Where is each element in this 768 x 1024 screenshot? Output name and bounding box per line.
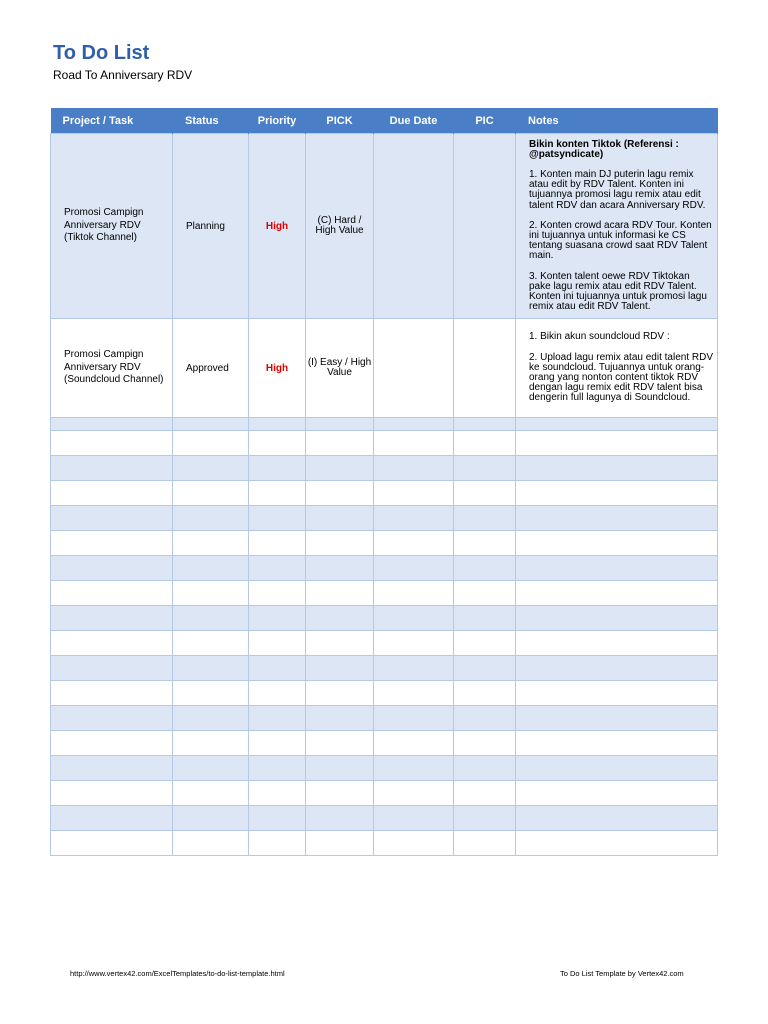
empty-cell <box>374 781 454 806</box>
notes-paragraph: 2. Konten crowd acara RDV Tour. Konten ini tujuannya untuk informasi ke CS tentang suasana crowd saat RDV Talent main. <box>529 219 712 262</box>
empty-cell <box>516 731 718 756</box>
empty-cell <box>516 806 718 831</box>
empty-cell <box>249 556 306 581</box>
table-row <box>51 134 718 319</box>
column-header-priority: Priority <box>249 108 306 134</box>
empty-cell <box>173 656 249 681</box>
notes-heading: Bikin konten Tiktok (Referensi : @patsyndicate) <box>529 138 679 160</box>
empty-table-row <box>51 681 718 706</box>
empty-cell <box>306 531 374 556</box>
empty-cell <box>249 481 306 506</box>
empty-cell <box>249 756 306 781</box>
empty-cell <box>173 631 249 656</box>
empty-cell <box>306 806 374 831</box>
empty-table-row <box>51 456 718 481</box>
empty-cell <box>454 481 516 506</box>
empty-cell <box>51 831 173 856</box>
empty-table-row <box>51 531 718 556</box>
task-cell: Promosi Campign Anniversary RDV (Tiktok Channel) <box>51 134 173 319</box>
empty-cell <box>454 456 516 481</box>
empty-cell <box>374 431 454 456</box>
table-header-row <box>51 108 718 134</box>
empty-cell <box>306 431 374 456</box>
empty-cell <box>516 781 718 806</box>
empty-cell <box>454 531 516 556</box>
empty-table-row <box>51 431 718 456</box>
empty-cell <box>306 731 374 756</box>
empty-cell <box>374 656 454 681</box>
empty-cell <box>374 418 454 431</box>
empty-cell <box>173 531 249 556</box>
empty-cell <box>454 731 516 756</box>
empty-cell <box>516 756 718 781</box>
empty-cell <box>306 756 374 781</box>
empty-cell <box>249 781 306 806</box>
pick-cell: (I) Easy / High Value <box>306 319 374 418</box>
empty-cell <box>249 418 306 431</box>
empty-cell <box>454 656 516 681</box>
empty-cell <box>51 431 173 456</box>
todo-table <box>50 108 718 856</box>
empty-cell <box>51 706 173 731</box>
empty-table-row <box>51 831 718 856</box>
empty-cell <box>516 606 718 631</box>
task-cell: Promosi Campign Anniversary RDV (Soundcloud Channel) <box>51 319 173 418</box>
empty-cell <box>306 631 374 656</box>
empty-cell <box>173 481 249 506</box>
empty-cell <box>374 631 454 656</box>
due-date-cell <box>374 134 454 319</box>
empty-cell <box>454 431 516 456</box>
empty-table-row <box>51 481 718 506</box>
empty-cell <box>516 531 718 556</box>
empty-table-row <box>51 418 718 431</box>
empty-cell <box>51 418 173 431</box>
empty-cell <box>374 506 454 531</box>
empty-cell <box>454 631 516 656</box>
empty-cell <box>374 706 454 731</box>
empty-cell <box>306 706 374 731</box>
empty-cell <box>516 431 718 456</box>
empty-cell <box>306 606 374 631</box>
empty-cell <box>306 681 374 706</box>
empty-cell <box>249 831 306 856</box>
empty-cell <box>173 606 249 631</box>
notes-paragraph: 3. Konten talent oewe RDV Tiktokan pake lagu remix atau edit RDV Talent. Konten ini tujuannya untuk promosi lagu remix atau edit RDV Talent. <box>529 270 707 313</box>
empty-cell <box>51 506 173 531</box>
notes-cell <box>516 319 718 418</box>
empty-cell <box>306 831 374 856</box>
empty-cell <box>374 531 454 556</box>
empty-cell <box>173 806 249 831</box>
column-header-pic: PIC <box>454 108 516 134</box>
empty-cell <box>173 731 249 756</box>
empty-cell <box>173 456 249 481</box>
footer-credit: To Do List Template by Vertex42.com <box>560 969 684 978</box>
empty-cell <box>173 556 249 581</box>
empty-cell <box>374 456 454 481</box>
due-date-cell <box>374 319 454 418</box>
empty-table-row <box>51 756 718 781</box>
empty-cell <box>374 831 454 856</box>
empty-cell <box>374 606 454 631</box>
empty-cell <box>249 431 306 456</box>
empty-cell <box>374 731 454 756</box>
empty-cell <box>249 581 306 606</box>
empty-cell <box>51 656 173 681</box>
empty-cell <box>173 418 249 431</box>
empty-cell <box>173 706 249 731</box>
empty-cell <box>249 656 306 681</box>
empty-cell <box>51 481 173 506</box>
empty-table-row <box>51 656 718 681</box>
empty-cell <box>454 806 516 831</box>
page-subtitle: Road To Anniversary RDV <box>53 68 193 82</box>
table-row <box>51 319 718 418</box>
column-header-due-date: Due Date <box>374 108 454 134</box>
empty-cell <box>454 831 516 856</box>
empty-table-row <box>51 806 718 831</box>
priority-cell: High <box>249 319 306 418</box>
empty-cell <box>306 456 374 481</box>
empty-cell <box>454 756 516 781</box>
empty-cell <box>51 581 173 606</box>
empty-cell <box>249 706 306 731</box>
empty-cell <box>306 506 374 531</box>
pic-cell <box>454 319 516 418</box>
empty-cell <box>306 656 374 681</box>
empty-cell <box>516 418 718 431</box>
empty-cell <box>306 581 374 606</box>
empty-cell <box>51 756 173 781</box>
empty-cell <box>249 631 306 656</box>
empty-cell <box>516 506 718 531</box>
empty-cell <box>454 506 516 531</box>
empty-cell <box>516 656 718 681</box>
empty-cell <box>249 681 306 706</box>
empty-cell <box>454 606 516 631</box>
empty-cell <box>306 556 374 581</box>
empty-cell <box>306 418 374 431</box>
empty-cell <box>173 781 249 806</box>
page-title: To Do List <box>53 42 150 64</box>
empty-cell <box>374 681 454 706</box>
pic-cell <box>454 134 516 319</box>
column-header-task: Project / Task <box>51 108 173 134</box>
empty-cell <box>249 506 306 531</box>
empty-cell <box>51 631 173 656</box>
empty-cell <box>173 431 249 456</box>
empty-cell <box>51 731 173 756</box>
column-header-notes: Notes <box>516 108 718 134</box>
empty-cell <box>249 531 306 556</box>
empty-table-row <box>51 731 718 756</box>
empty-table-row <box>51 631 718 656</box>
empty-cell <box>51 531 173 556</box>
empty-cell <box>454 556 516 581</box>
empty-cell <box>454 781 516 806</box>
empty-cell <box>374 806 454 831</box>
empty-table-row <box>51 606 718 631</box>
empty-cell <box>306 481 374 506</box>
empty-cell <box>454 581 516 606</box>
empty-cell <box>516 581 718 606</box>
empty-cell <box>51 806 173 831</box>
empty-cell <box>173 831 249 856</box>
empty-cell <box>173 506 249 531</box>
empty-table-row <box>51 706 718 731</box>
empty-cell <box>516 706 718 731</box>
empty-cell <box>374 581 454 606</box>
empty-cell <box>306 781 374 806</box>
empty-cell <box>51 781 173 806</box>
empty-cell <box>516 681 718 706</box>
notes-paragraph: 1. Bikin akun soundcloud RDV : <box>529 331 670 343</box>
empty-cell <box>374 556 454 581</box>
priority-cell: High <box>249 134 306 319</box>
empty-table-row <box>51 781 718 806</box>
column-header-status: Status <box>173 108 249 134</box>
pick-cell: (C) Hard / High Value <box>306 134 374 319</box>
empty-cell <box>454 681 516 706</box>
notes-paragraph: 2. Upload lagu remix atau edit talent RDV ke soundcloud. Tujuannya untuk orang-orang yang nonton content tiktok RDV dengan lagu remix edit RDV talent bisa dengerin full lagunya di Soundcloud. <box>529 351 713 404</box>
empty-cell <box>249 606 306 631</box>
empty-cell <box>173 681 249 706</box>
empty-cell <box>249 456 306 481</box>
empty-cell <box>249 731 306 756</box>
empty-cell <box>51 681 173 706</box>
empty-cell <box>454 706 516 731</box>
empty-cell <box>173 756 249 781</box>
empty-cell <box>516 831 718 856</box>
empty-cell <box>51 456 173 481</box>
notes-paragraph: 1. Konten main DJ puterin lagu remix atau edit by RDV Talent. Konten ini tujuannya promosi lagu remix atau edit talent RDV dan acara Anniversary RDV. <box>529 168 706 211</box>
empty-cell <box>374 756 454 781</box>
empty-cell <box>516 456 718 481</box>
empty-cell <box>516 481 718 506</box>
empty-cell <box>516 556 718 581</box>
empty-cell <box>516 631 718 656</box>
notes-cell <box>516 134 718 319</box>
empty-cell <box>454 418 516 431</box>
empty-cell <box>249 806 306 831</box>
column-header-pick: PICK <box>306 108 374 134</box>
status-cell: Planning <box>173 134 249 319</box>
status-cell: Approved <box>173 319 249 418</box>
empty-table-row <box>51 581 718 606</box>
empty-table-row <box>51 556 718 581</box>
empty-table-row <box>51 506 718 531</box>
empty-cell <box>51 556 173 581</box>
footer-url: http://www.vertex42.com/ExcelTemplates/to-do-list-template.html <box>70 969 285 978</box>
empty-cell <box>173 581 249 606</box>
empty-cell <box>374 481 454 506</box>
empty-cell <box>51 606 173 631</box>
